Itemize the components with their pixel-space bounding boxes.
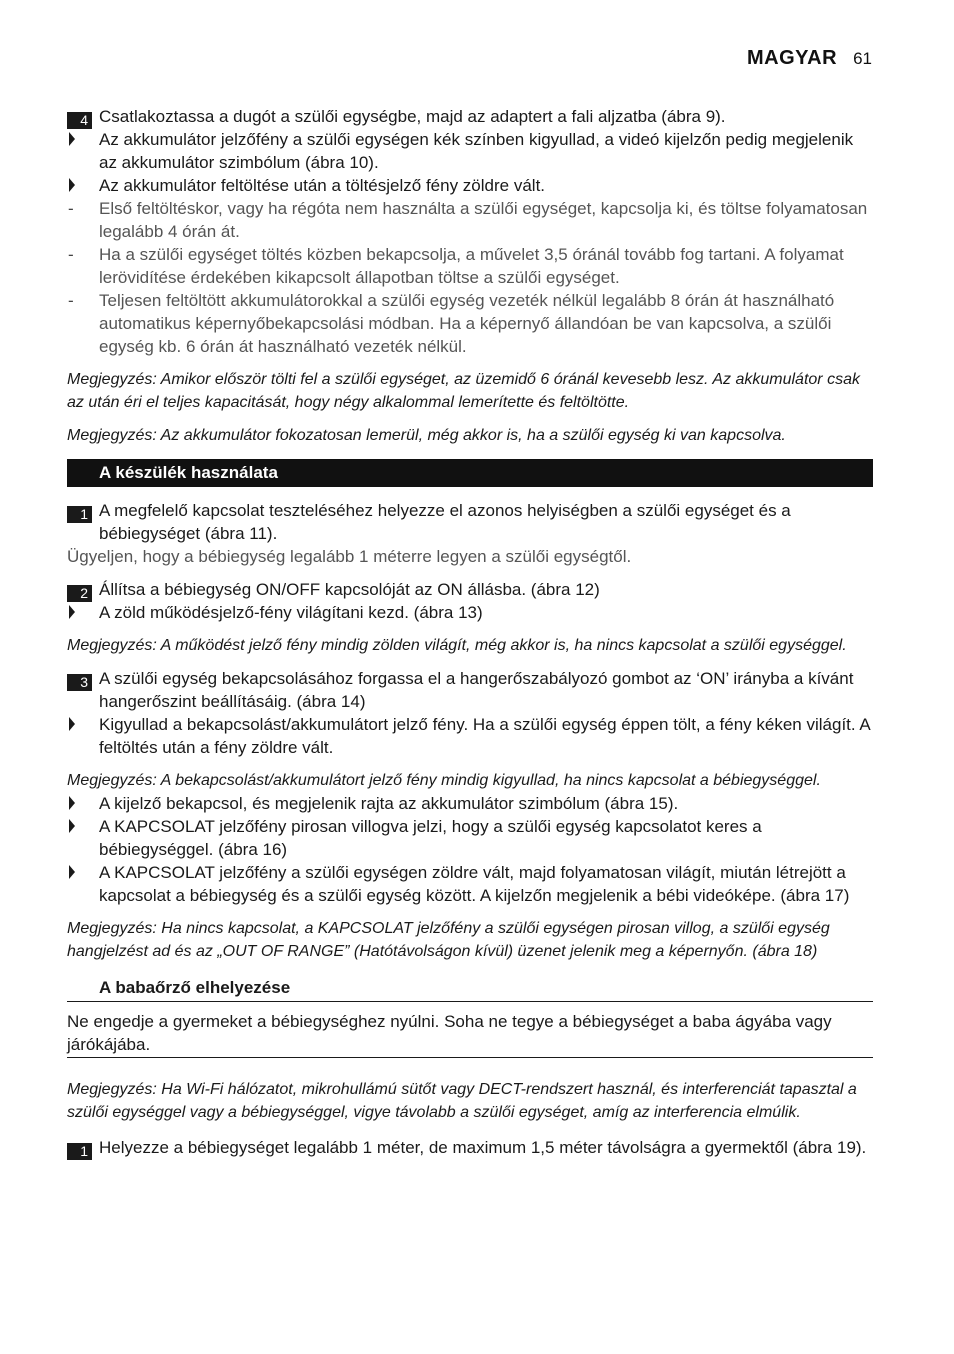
result-item: A KAPCSOLAT jelzőfény pirosan villogva jelzi, hogy a szülői egység kapcsolatot keres a bébiegységgel. (ábra 16) xyxy=(67,815,873,861)
triangle-bullet-icon xyxy=(67,818,75,833)
note-paragraph: Megjegyzés: Az akkumulátor fokozatosan lemerül, még akkor is, ha a szülői egység ki van kapcsolva. xyxy=(67,427,786,444)
result-item: Az akkumulátor feltöltése után a töltésjelző fény zöldre vált. xyxy=(67,174,873,197)
triangle-bullet-icon xyxy=(67,795,75,810)
result-item: A kijelző bekapcsol, és megjelenik rajta az akkumulátor szimbólum (ábra 15). xyxy=(67,792,873,815)
warning-paragraph: Ne engedje a gyermeket a bébiegységhez nyúlni. Soha ne tegye a bébiegységet a baba ágyába vagy járókájába. xyxy=(67,1010,873,1058)
dash-item: - Teljesen feltöltött akkumulátorokkal a szülői egység vezeték nélkül legalább 8 órán át használható automatikus képernyőbekapcsolási módban. Ha a képernyő állandóan be van kapcsolva, a szülői egység kb. 6 órán át használható vezeték nélkül. xyxy=(68,291,835,356)
page-header xyxy=(747,47,872,70)
dash-item: - Ha a szülői egységet töltés közben bekapcsolja, a művelet 3,5 óránál tovább fog tartani. A folyamat lerövidítése érdekében kikapcsolt állapotban töltse a szülői egységet. xyxy=(68,245,844,287)
dash-bullet-icon: - xyxy=(68,199,74,218)
step-number-badge: 2 xyxy=(67,581,92,604)
note-paragraph: Megjegyzés: A bekapcsolást/akkumulátort jelző fény mindig kigyullad, ha nincs kapcsolat a bébiegységgel. xyxy=(67,772,821,789)
step-1 xyxy=(67,499,873,545)
dash-bullet-icon: - xyxy=(68,291,74,310)
step-4 xyxy=(67,105,873,128)
step-number-badge: 1 xyxy=(67,1139,92,1162)
note-paragraph: Megjegyzés: A működést jelző fény mindig zölden világít, még akkor is, ha nincs kapcsolat a szülői egységgel. xyxy=(67,637,847,654)
result-item: Az akkumulátor jelzőfény a szülői egységen kék színben kigyullad, a videó kijelzőn pedig megjelenik az akkumulátor szimbólum (ábra 10). xyxy=(67,128,873,174)
subsection-heading: A babaőrző elhelyezése xyxy=(67,977,873,1002)
step-2 xyxy=(67,578,873,601)
step-text: Helyezze a bébiegységet legalább 1 méter, de maximum 1,5 méter távolságra a gyermektől (ábra 19). xyxy=(99,1138,867,1157)
language-label: MAGYAR xyxy=(747,47,838,69)
step-1-placement xyxy=(67,1136,873,1159)
dash-bullet-icon: - xyxy=(68,245,74,264)
triangle-bullet-icon xyxy=(67,177,75,192)
section-heading: A készülék használata xyxy=(67,459,873,487)
note-paragraph: Megjegyzés: Ha Wi-Fi hálózatot, mikrohullámú sütőt vagy DECT-rendszert használ, és interferenciát tapasztal a szülői egységgel vagy a bébiegységgel, vigye távolabb a szülői egységet, amíg az interferencia elmúlik. xyxy=(67,1081,857,1121)
step-number-badge: 3 xyxy=(67,670,92,693)
page-number: 61 xyxy=(853,49,872,68)
step-number-badge: 1 xyxy=(67,502,92,525)
result-item: A KAPCSOLAT jelzőfény a szülői egységen zöldre vált, majd folyamatosan világít, miután létrejött a kapcsolat a bébiegység és a szülői egység között. A kijelzőn megjelenik a bébi videóképe. (ábra 17) xyxy=(67,861,873,907)
step-text: Állítsa a bébiegység ON/OFF kapcsolóját az ON állásba. (ábra 12) xyxy=(99,580,600,599)
step-text: A szülői egység bekapcsolásához forgassa el a hangerőszabályozó gombot az ‘ON’ irányba a kívánt hangerőszint beállításáig. (ábra 14) xyxy=(99,669,854,711)
result-item: Kigyullad a bekapcsolást/akkumulátort jelző fény. Ha a szülői egység éppen tölt, a fény kéken világít. A feltöltés után a fény zöldre vált. xyxy=(67,713,873,759)
step-number-badge: 4 xyxy=(67,108,92,131)
note-paragraph: Megjegyzés: Amikor először tölti fel a szülői egységet, az üzemidő 6 óránál kevesebb lesz. Az akkumulátor csak az után éri el teljes kapacitását, hogy négy alkalommal lemerítette és feltöltötte. xyxy=(67,371,860,411)
page-content xyxy=(67,105,873,1159)
note-paragraph: Megjegyzés: Ha nincs kapcsolat, a KAPCSOLAT jelzőfény a szülői egységen pirosan villog, a szülői egység hangjelzést ad és az „OUT OF RANGE” (Hatótávolságon kívül) üzenet jelenik meg a képernyőn. (ábra 18) xyxy=(67,920,830,960)
step-text: A megfelelő kapcsolat teszteléséhez helyezze el azonos helyiségben a szülői egységet és a bébiegységet (ábra 11). xyxy=(99,501,791,543)
dash-item: - Első feltöltéskor, vagy ha régóta nem használta a szülői egységet, kapcsolja ki, és töltse folyamatosan legalább 4 órán át. xyxy=(68,199,868,241)
step-text: Csatlakoztassa a dugót a szülői egységbe, majd az adaptert a fali aljzatba (ábra 9). xyxy=(99,107,726,126)
step-3 xyxy=(67,667,873,713)
triangle-bullet-icon xyxy=(67,716,75,731)
triangle-bullet-icon xyxy=(67,864,75,879)
triangle-bullet-icon xyxy=(67,604,75,619)
triangle-bullet-icon xyxy=(67,131,75,146)
plain-paragraph: Ügyeljen, hogy a bébiegység legalább 1 méterre legyen a szülői egységtől. xyxy=(67,547,632,566)
result-item: A zöld működésjelző-fény világítani kezd. (ábra 13) xyxy=(67,601,873,624)
